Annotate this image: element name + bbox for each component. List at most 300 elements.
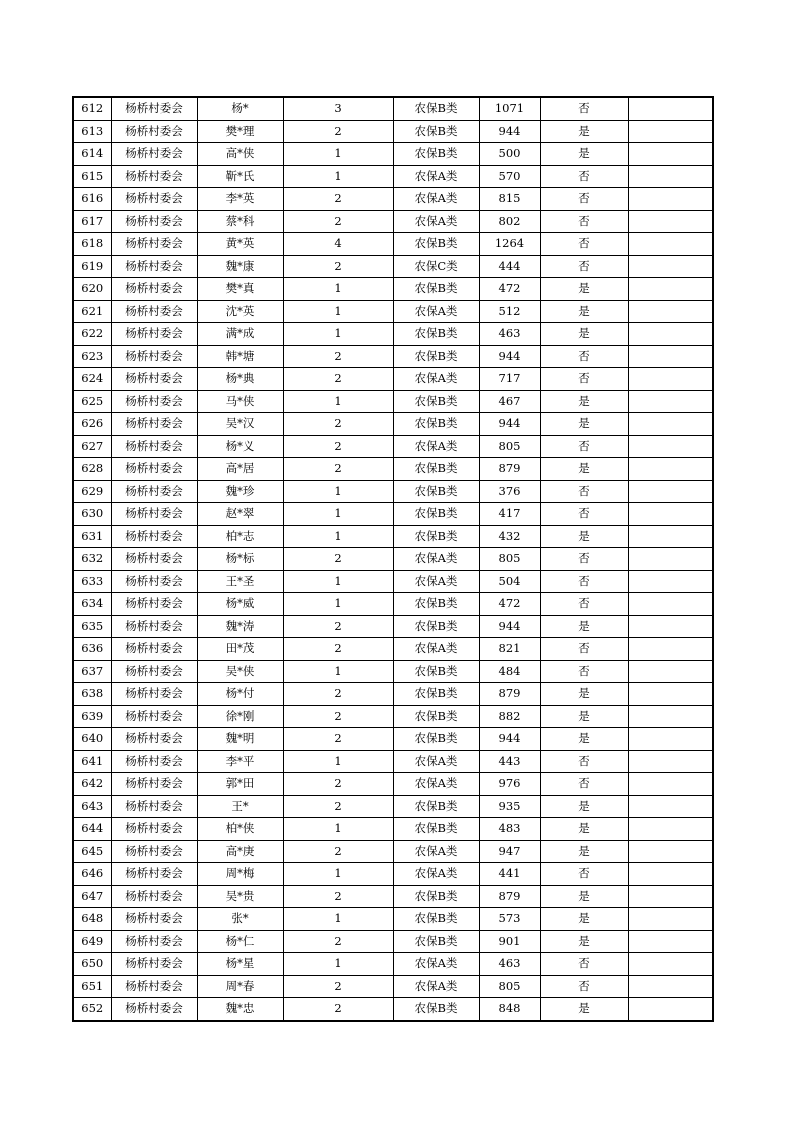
flag-cell: 否 — [540, 255, 628, 278]
household-size-cell: 1 — [283, 480, 393, 503]
flag-cell: 是 — [540, 885, 628, 908]
remarks-cell — [628, 570, 713, 593]
table-row — [73, 97, 713, 120]
village-committee-cell: 杨桥村委会 — [111, 368, 197, 391]
table-row — [73, 300, 713, 323]
row-number-cell: 641 — [73, 750, 111, 773]
household-size-cell: 2 — [283, 120, 393, 143]
category-cell: 农保B类 — [393, 525, 479, 548]
table-row — [73, 390, 713, 413]
village-committee-cell: 杨桥村委会 — [111, 278, 197, 301]
name-cell: 周*春 — [197, 975, 283, 998]
name-cell: 杨* — [197, 97, 283, 120]
row-number-cell: 652 — [73, 998, 111, 1021]
household-size-cell: 1 — [283, 908, 393, 931]
row-number-cell: 626 — [73, 413, 111, 436]
row-number-cell: 624 — [73, 368, 111, 391]
household-size-cell: 2 — [283, 885, 393, 908]
village-committee-cell: 杨桥村委会 — [111, 323, 197, 346]
amount-cell: 944 — [479, 413, 540, 436]
flag-cell: 否 — [540, 165, 628, 188]
flag-cell: 否 — [540, 773, 628, 796]
category-cell: 农保A类 — [393, 300, 479, 323]
remarks-cell — [628, 345, 713, 368]
category-cell: 农保A类 — [393, 840, 479, 863]
name-cell: 王* — [197, 795, 283, 818]
remarks-cell — [628, 930, 713, 953]
flag-cell: 是 — [540, 413, 628, 436]
amount-cell: 805 — [479, 548, 540, 571]
household-size-cell: 2 — [283, 638, 393, 661]
table-row — [73, 953, 713, 976]
table-row — [73, 435, 713, 458]
remarks-cell — [628, 863, 713, 886]
remarks-cell — [628, 660, 713, 683]
name-cell: 靳*氏 — [197, 165, 283, 188]
remarks-cell — [628, 255, 713, 278]
amount-cell: 944 — [479, 120, 540, 143]
row-number-cell: 614 — [73, 143, 111, 166]
flag-cell: 否 — [540, 548, 628, 571]
table-row — [73, 458, 713, 481]
row-number-cell: 636 — [73, 638, 111, 661]
village-committee-cell: 杨桥村委会 — [111, 413, 197, 436]
remarks-cell — [628, 998, 713, 1021]
category-cell: 农保B类 — [393, 998, 479, 1021]
table-row — [73, 638, 713, 661]
name-cell: 张* — [197, 908, 283, 931]
row-number-cell: 625 — [73, 390, 111, 413]
household-size-cell: 2 — [283, 930, 393, 953]
row-number-cell: 648 — [73, 908, 111, 931]
row-number-cell: 640 — [73, 728, 111, 751]
household-size-cell: 1 — [283, 143, 393, 166]
village-committee-cell: 杨桥村委会 — [111, 435, 197, 458]
name-cell: 韩*塘 — [197, 345, 283, 368]
remarks-cell — [628, 818, 713, 841]
category-cell: 农保A类 — [393, 435, 479, 458]
row-number-cell: 620 — [73, 278, 111, 301]
row-number-cell: 633 — [73, 570, 111, 593]
table-row — [73, 503, 713, 526]
village-committee-cell: 杨桥村委会 — [111, 143, 197, 166]
amount-cell: 944 — [479, 345, 540, 368]
remarks-cell — [628, 615, 713, 638]
category-cell: 农保B类 — [393, 885, 479, 908]
category-cell: 农保B类 — [393, 795, 479, 818]
flag-cell: 否 — [540, 593, 628, 616]
village-committee-cell: 杨桥村委会 — [111, 953, 197, 976]
village-committee-cell: 杨桥村委会 — [111, 97, 197, 120]
village-committee-cell: 杨桥村委会 — [111, 345, 197, 368]
category-cell: 农保A类 — [393, 975, 479, 998]
table-row — [73, 863, 713, 886]
name-cell: 魏*忠 — [197, 998, 283, 1021]
flag-cell: 否 — [540, 750, 628, 773]
category-cell: 农保A类 — [393, 165, 479, 188]
table-row — [73, 233, 713, 256]
flag-cell: 否 — [540, 863, 628, 886]
amount-cell: 417 — [479, 503, 540, 526]
name-cell: 蔡*科 — [197, 210, 283, 233]
table-row — [73, 143, 713, 166]
name-cell: 杨*威 — [197, 593, 283, 616]
village-committee-cell: 杨桥村委会 — [111, 683, 197, 706]
category-cell: 农保B类 — [393, 660, 479, 683]
category-cell: 农保B类 — [393, 930, 479, 953]
village-committee-cell: 杨桥村委会 — [111, 210, 197, 233]
village-committee-cell: 杨桥村委会 — [111, 840, 197, 863]
name-cell: 魏*明 — [197, 728, 283, 751]
flag-cell: 是 — [540, 840, 628, 863]
table-row — [73, 210, 713, 233]
household-size-cell: 4 — [283, 233, 393, 256]
name-cell: 杨*义 — [197, 435, 283, 458]
name-cell: 樊*真 — [197, 278, 283, 301]
category-cell: 农保A类 — [393, 548, 479, 571]
category-cell: 农保B类 — [393, 503, 479, 526]
row-number-cell: 623 — [73, 345, 111, 368]
flag-cell: 否 — [540, 368, 628, 391]
village-committee-cell: 杨桥村委会 — [111, 120, 197, 143]
amount-cell: 848 — [479, 998, 540, 1021]
name-cell: 高*侠 — [197, 143, 283, 166]
row-number-cell: 638 — [73, 683, 111, 706]
household-size-cell: 2 — [283, 795, 393, 818]
flag-cell: 是 — [540, 525, 628, 548]
household-size-cell: 2 — [283, 210, 393, 233]
name-cell: 吴*侠 — [197, 660, 283, 683]
village-committee-cell: 杨桥村委会 — [111, 638, 197, 661]
name-cell: 杨*星 — [197, 953, 283, 976]
village-committee-cell: 杨桥村委会 — [111, 480, 197, 503]
name-cell: 满*成 — [197, 323, 283, 346]
category-cell: 农保B类 — [393, 233, 479, 256]
remarks-cell — [628, 435, 713, 458]
row-number-cell: 637 — [73, 660, 111, 683]
name-cell: 高*居 — [197, 458, 283, 481]
category-cell: 农保C类 — [393, 255, 479, 278]
amount-cell: 484 — [479, 660, 540, 683]
remarks-cell — [628, 323, 713, 346]
row-number-cell: 649 — [73, 930, 111, 953]
household-size-cell: 2 — [283, 413, 393, 436]
household-size-cell: 2 — [283, 840, 393, 863]
table-row — [73, 413, 713, 436]
remarks-cell — [628, 97, 713, 120]
remarks-cell — [628, 300, 713, 323]
village-committee-cell: 杨桥村委会 — [111, 728, 197, 751]
category-cell: 农保A类 — [393, 638, 479, 661]
flag-cell: 否 — [540, 975, 628, 998]
amount-cell: 443 — [479, 750, 540, 773]
remarks-cell — [628, 233, 713, 256]
category-cell: 农保B类 — [393, 728, 479, 751]
table-row — [73, 368, 713, 391]
household-size-cell: 2 — [283, 435, 393, 458]
row-number-cell: 617 — [73, 210, 111, 233]
household-size-cell: 2 — [283, 705, 393, 728]
table-row — [73, 660, 713, 683]
remarks-cell — [628, 143, 713, 166]
name-cell: 周*梅 — [197, 863, 283, 886]
household-size-cell: 1 — [283, 818, 393, 841]
household-size-cell: 2 — [283, 728, 393, 751]
table-row — [73, 570, 713, 593]
name-cell: 吴*贵 — [197, 885, 283, 908]
row-number-cell: 634 — [73, 593, 111, 616]
household-size-cell: 1 — [283, 953, 393, 976]
flag-cell: 否 — [540, 233, 628, 256]
amount-cell: 901 — [479, 930, 540, 953]
remarks-cell — [628, 773, 713, 796]
category-cell: 农保B类 — [393, 278, 479, 301]
remarks-cell — [628, 503, 713, 526]
village-committee-cell: 杨桥村委会 — [111, 660, 197, 683]
flag-cell: 否 — [540, 480, 628, 503]
amount-cell: 573 — [479, 908, 540, 931]
row-number-cell: 639 — [73, 705, 111, 728]
village-committee-cell: 杨桥村委会 — [111, 503, 197, 526]
household-size-cell: 1 — [283, 660, 393, 683]
category-cell: 农保A类 — [393, 750, 479, 773]
name-cell: 郭*田 — [197, 773, 283, 796]
category-cell: 农保A类 — [393, 188, 479, 211]
remarks-cell — [628, 120, 713, 143]
name-cell: 魏*涛 — [197, 615, 283, 638]
table-row — [73, 750, 713, 773]
flag-cell: 是 — [540, 908, 628, 931]
flag-cell: 否 — [540, 503, 628, 526]
category-cell: 农保B类 — [393, 615, 479, 638]
name-cell: 李*平 — [197, 750, 283, 773]
flag-cell: 是 — [540, 458, 628, 481]
flag-cell: 是 — [540, 300, 628, 323]
amount-cell: 805 — [479, 975, 540, 998]
category-cell: 农保B类 — [393, 480, 479, 503]
flag-cell: 否 — [540, 570, 628, 593]
row-number-cell: 613 — [73, 120, 111, 143]
table-row — [73, 908, 713, 931]
table-row — [73, 165, 713, 188]
village-committee-cell: 杨桥村委会 — [111, 705, 197, 728]
table-row — [73, 930, 713, 953]
name-cell: 王*圣 — [197, 570, 283, 593]
village-committee-cell: 杨桥村委会 — [111, 188, 197, 211]
row-number-cell: 627 — [73, 435, 111, 458]
village-committee-cell: 杨桥村委会 — [111, 300, 197, 323]
village-committee-cell: 杨桥村委会 — [111, 930, 197, 953]
village-committee-cell: 杨桥村委会 — [111, 165, 197, 188]
row-number-cell: 618 — [73, 233, 111, 256]
household-size-cell: 2 — [283, 975, 393, 998]
row-number-cell: 645 — [73, 840, 111, 863]
household-size-cell: 1 — [283, 593, 393, 616]
row-number-cell: 651 — [73, 975, 111, 998]
name-cell: 沈*英 — [197, 300, 283, 323]
table-row — [73, 548, 713, 571]
village-committee-cell: 杨桥村委会 — [111, 615, 197, 638]
amount-cell: 432 — [479, 525, 540, 548]
table-row — [73, 885, 713, 908]
household-size-cell: 2 — [283, 683, 393, 706]
amount-cell: 463 — [479, 323, 540, 346]
name-cell: 赵*翠 — [197, 503, 283, 526]
flag-cell: 否 — [540, 660, 628, 683]
table-row — [73, 615, 713, 638]
category-cell: 农保B类 — [393, 908, 479, 931]
remarks-cell — [628, 705, 713, 728]
row-number-cell: 616 — [73, 188, 111, 211]
village-committee-cell: 杨桥村委会 — [111, 863, 197, 886]
category-cell: 农保B类 — [393, 143, 479, 166]
amount-cell: 821 — [479, 638, 540, 661]
records-table — [72, 96, 714, 1022]
table-row — [73, 278, 713, 301]
household-size-cell: 2 — [283, 458, 393, 481]
row-number-cell: 612 — [73, 97, 111, 120]
table-row — [73, 975, 713, 998]
village-committee-cell: 杨桥村委会 — [111, 525, 197, 548]
household-size-cell: 2 — [283, 998, 393, 1021]
flag-cell: 是 — [540, 818, 628, 841]
remarks-cell — [628, 795, 713, 818]
table-row — [73, 795, 713, 818]
amount-cell: 947 — [479, 840, 540, 863]
table-row — [73, 255, 713, 278]
category-cell: 农保B类 — [393, 413, 479, 436]
remarks-cell — [628, 413, 713, 436]
amount-cell: 882 — [479, 705, 540, 728]
household-size-cell: 1 — [283, 750, 393, 773]
flag-cell: 是 — [540, 615, 628, 638]
row-number-cell: 619 — [73, 255, 111, 278]
name-cell: 杨*典 — [197, 368, 283, 391]
remarks-cell — [628, 750, 713, 773]
name-cell: 徐*刚 — [197, 705, 283, 728]
row-number-cell: 632 — [73, 548, 111, 571]
amount-cell: 802 — [479, 210, 540, 233]
category-cell: 农保A类 — [393, 863, 479, 886]
village-committee-cell: 杨桥村委会 — [111, 818, 197, 841]
village-committee-cell: 杨桥村委会 — [111, 975, 197, 998]
row-number-cell: 650 — [73, 953, 111, 976]
flag-cell: 否 — [540, 953, 628, 976]
village-committee-cell: 杨桥村委会 — [111, 570, 197, 593]
flag-cell: 是 — [540, 683, 628, 706]
amount-cell: 1264 — [479, 233, 540, 256]
row-number-cell: 642 — [73, 773, 111, 796]
amount-cell: 805 — [479, 435, 540, 458]
household-size-cell: 2 — [283, 548, 393, 571]
row-number-cell: 621 — [73, 300, 111, 323]
name-cell: 樊*理 — [197, 120, 283, 143]
household-size-cell: 1 — [283, 278, 393, 301]
remarks-cell — [628, 953, 713, 976]
amount-cell: 441 — [479, 863, 540, 886]
flag-cell: 否 — [540, 188, 628, 211]
remarks-cell — [628, 458, 713, 481]
row-number-cell: 629 — [73, 480, 111, 503]
village-committee-cell: 杨桥村委会 — [111, 458, 197, 481]
amount-cell: 504 — [479, 570, 540, 593]
amount-cell: 1071 — [479, 97, 540, 120]
flag-cell: 否 — [540, 435, 628, 458]
amount-cell: 944 — [479, 615, 540, 638]
table-row — [73, 345, 713, 368]
table-row — [73, 593, 713, 616]
amount-cell: 935 — [479, 795, 540, 818]
flag-cell: 是 — [540, 728, 628, 751]
amount-cell: 944 — [479, 728, 540, 751]
row-number-cell: 644 — [73, 818, 111, 841]
household-size-cell: 2 — [283, 188, 393, 211]
table-row — [73, 998, 713, 1021]
remarks-cell — [628, 278, 713, 301]
table-row — [73, 728, 713, 751]
flag-cell: 是 — [540, 278, 628, 301]
household-size-cell: 2 — [283, 615, 393, 638]
table-row — [73, 525, 713, 548]
remarks-cell — [628, 210, 713, 233]
name-cell: 杨*标 — [197, 548, 283, 571]
amount-cell: 376 — [479, 480, 540, 503]
name-cell: 吴*汉 — [197, 413, 283, 436]
name-cell: 黄*英 — [197, 233, 283, 256]
name-cell: 魏*康 — [197, 255, 283, 278]
amount-cell: 444 — [479, 255, 540, 278]
amount-cell: 472 — [479, 593, 540, 616]
flag-cell: 是 — [540, 120, 628, 143]
row-number-cell: 635 — [73, 615, 111, 638]
name-cell: 高*庚 — [197, 840, 283, 863]
table-row — [73, 818, 713, 841]
remarks-cell — [628, 908, 713, 931]
remarks-cell — [628, 548, 713, 571]
flag-cell: 是 — [540, 795, 628, 818]
amount-cell: 879 — [479, 683, 540, 706]
flag-cell: 是 — [540, 705, 628, 728]
row-number-cell: 630 — [73, 503, 111, 526]
village-committee-cell: 杨桥村委会 — [111, 795, 197, 818]
remarks-cell — [628, 975, 713, 998]
table-row — [73, 323, 713, 346]
amount-cell: 483 — [479, 818, 540, 841]
household-size-cell: 1 — [283, 503, 393, 526]
remarks-cell — [628, 480, 713, 503]
household-size-cell: 2 — [283, 773, 393, 796]
row-number-cell: 631 — [73, 525, 111, 548]
household-size-cell: 1 — [283, 570, 393, 593]
category-cell: 农保B类 — [393, 345, 479, 368]
household-size-cell: 3 — [283, 97, 393, 120]
category-cell: 农保A类 — [393, 773, 479, 796]
village-committee-cell: 杨桥村委会 — [111, 908, 197, 931]
remarks-cell — [628, 638, 713, 661]
flag-cell: 否 — [540, 97, 628, 120]
name-cell: 田*茂 — [197, 638, 283, 661]
household-size-cell: 1 — [283, 323, 393, 346]
amount-cell: 976 — [479, 773, 540, 796]
village-committee-cell: 杨桥村委会 — [111, 885, 197, 908]
village-committee-cell: 杨桥村委会 — [111, 233, 197, 256]
name-cell: 李*英 — [197, 188, 283, 211]
table-row — [73, 683, 713, 706]
category-cell: 农保B类 — [393, 593, 479, 616]
name-cell: 杨*付 — [197, 683, 283, 706]
category-cell: 农保B类 — [393, 458, 479, 481]
table-row — [73, 773, 713, 796]
